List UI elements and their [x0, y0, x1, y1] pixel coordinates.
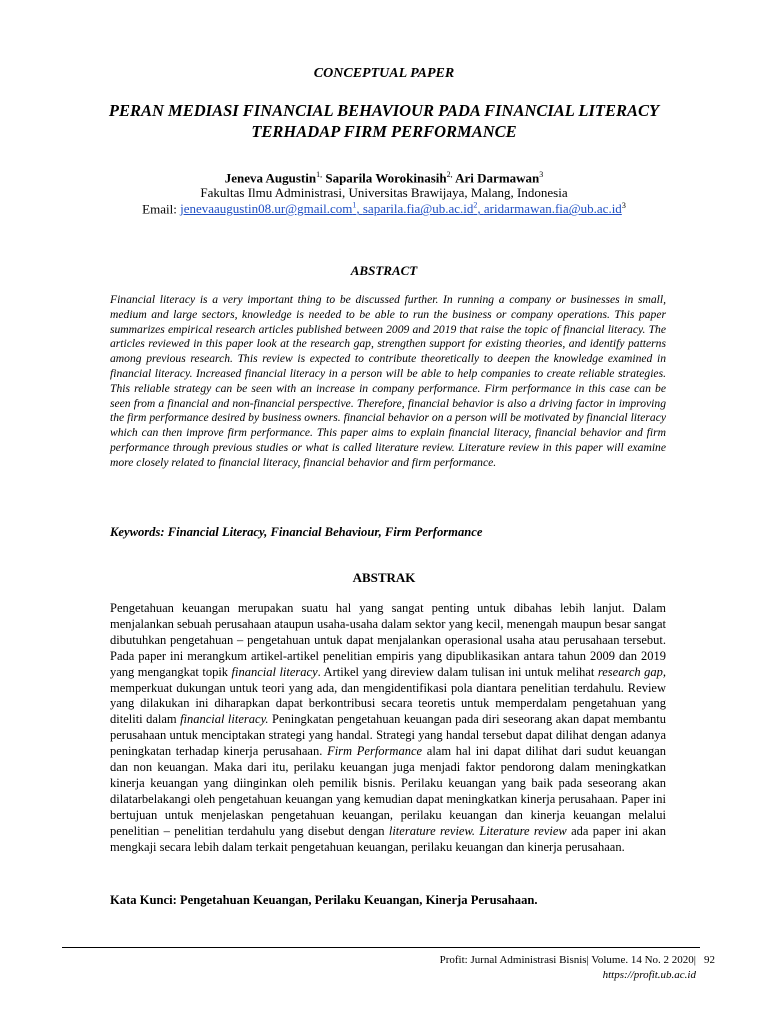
abstrak-body: Pengetahuan keuangan merupakan suatu hal yang sangat penting untuk dibahas lebih lanjut. Dalam menjalankan sebuah perusahaan ataupun usaha-usaha dalam sektor yang kecil, menengah maupun besar sangat dibutuhkan pengetahuan – pengetahuan untuk dapat menjalankan operasional usaha atau perusahaan tersebut. Pada paper ini merangkum artikel-artikel penelitian empiris yang dipublikasikan antara tahun 2009 dan 2019 yang mengangkat topik financial literacy. Artikel yang direview dalam tulisan ini untuk melihat research gap, memperkuat dukungan untuk teori yang ada, dan mengidentifikasi pola diantara penelitian terdahulu. Review yang dilakukan ini diharapkan dapat berkontribusi secara teoretis untuk memperdalam pengetahuan yang diteliti dalam financial literacy. Peningkatan pengetahuan keuangan pada diri seseorang akan dapat membantu perusahaan untuk menciptakan strategi yang handal. Strategi yang handal tersebut dapat dilihat dengan adanya peningkatan terhadap kinerja perusahaan. Firm Performance alam hal ini dapat dilihat dari sudut keuangan dan non keuangan. Maka dari itu, perilaku keuangan juga menjadi faktor pendorong dalam meningkatkan kinerja keuangan yang diinginkan oleh pemilik bisnis. Perilaku keuangan yang baik pada seseorang akan dilatarbelakangi oleh pengetahuan keuangan yang kemudian dapat meningkatkan kinerja perusahaan. Paper ini bertujuan untuk menjelaskan pengetahuan keuangan, perilaku keuangan dan kinerja keuangan melalui penelitian – penelitian terdahulu yang disebut dengan literature review. Literature review ada paper ini akan mengkaji secara lebih dalam terkait pengetahuan keuangan, perilaku keuangan dan kinerja perusahaan. [110, 601, 667, 854]
paper-title: PERAN MEDIASI FINANCIAL BEHAVIOUR PADA FINANCIAL LITERACY TERHADAP FIRM PERFORMANCE [108, 101, 660, 141]
author-name: Ari Darmawan [452, 170, 540, 186]
kata-kunci-line: Kata Kunci: Pengetahuan Keuangan, Perilaku Keuangan, Kinerja Perusahaan. [110, 893, 538, 907]
email-superscript: 3 [621, 201, 626, 210]
author-superscript: 3 [539, 170, 544, 179]
author-list [0, 170, 768, 186]
affiliation: Fakultas Ilmu Administrasi, Universitas Brawijaya, Malang, Indonesia [200, 185, 568, 200]
author-superscript: 2, [446, 170, 453, 179]
email-line [0, 201, 768, 217]
author-name: Jeneva Augustin [224, 170, 317, 186]
email-link[interactable]: jenevaaugustin08.ur@gmail.com$^1$, $saparila.fia@ub.ac.id^2$, aridarmawan.fia@ub.ac.id [180, 201, 622, 217]
abstract-body: Financial literacy is a very important thing to be discussed further. In running a company or businesses in small, medium and large sectors, knowledge is needed to be able to run the business or company operations. This paper summarizes empirical research articles published between 2009 and 2019 that raise the topic of financial literacy. The articles reviewed in this paper look at the research gap, strengthen support for existing theories, and identify patterns among previous research. This review is expected to contribute theoretically to deepen the knowledge examined in financial literacy. Increased financial literacy in a person will be able to help companies to create reliable strategies. This reliable strategy can be seen with an increase in company performance. Firm performance in this case can be seen from a financial and non-financial perspective. Therefore, financial behavior is also a driving factor in improving the firm performance desired by business owners. financial behavior on a person will be motivated by financial literacy which can then improve firm performance. This paper aims to explain financial literacy, financial behavior and firm performance through previous studies or what is called literature review. Literature review in this paper will examine more closely related to financial literacy, financial behavior and firm performance. [110, 293, 666, 469]
author-superscript: 1, [316, 170, 323, 179]
page-number: 92 [704, 954, 715, 966]
abstract-heading: ABSTRACT [350, 263, 418, 278]
abstrak-heading: ABSTRAK [352, 570, 416, 585]
footer-journal-info: Profit: Jurnal Administrasi Bisnis| Volume. 14 No. 2 2020| [439, 954, 696, 966]
paper-type-label: CONCEPTUAL PAPER [313, 66, 455, 81]
footer-url: https://profit.ub.ac.id [602, 969, 696, 981]
keywords-line: Keywords: Financial Literacy, Financial Behaviour, Firm Performance [110, 525, 483, 539]
author-name: Saparila Worokinasih [322, 170, 447, 186]
email-label: Email: [142, 201, 181, 217]
footer-divider [62, 947, 700, 948]
